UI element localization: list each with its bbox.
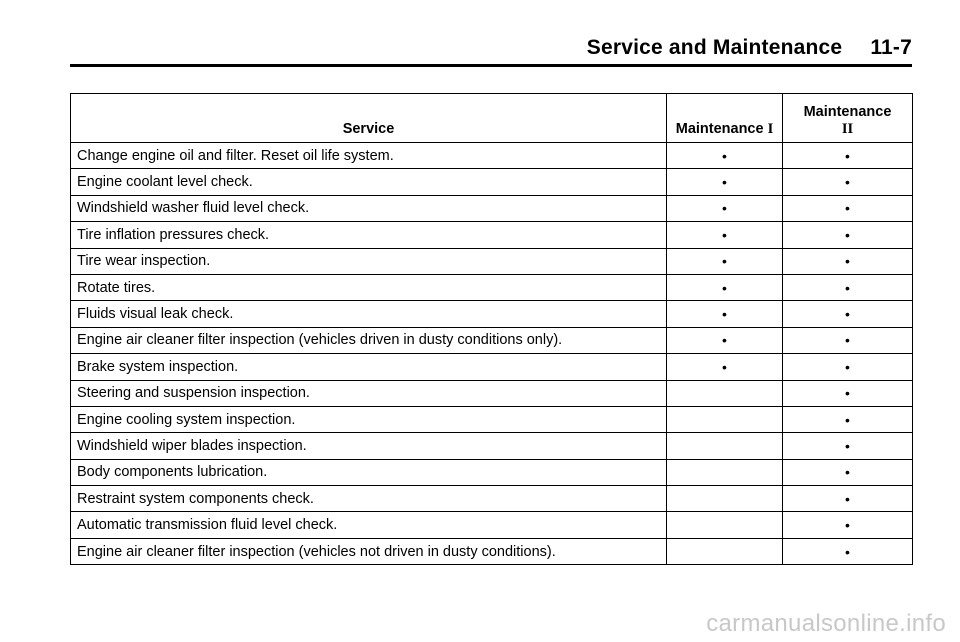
maintenance-2-cell: • (783, 143, 913, 169)
service-cell: Automatic transmission fluid level check. (71, 512, 667, 538)
maintenance-2-cell: • (783, 354, 913, 380)
page-header (0, 36, 912, 60)
maintenance-1-cell: • (667, 327, 783, 353)
table-row (71, 301, 913, 327)
table-row (71, 538, 913, 564)
service-cell: Steering and suspension inspection. (71, 380, 667, 406)
maintenance-2-cell: • (783, 433, 913, 459)
maintenance-1-cell (667, 406, 783, 432)
service-cell: Change engine oil and filter. Reset oil life system. (71, 143, 667, 169)
maintenance-1-cell: • (667, 195, 783, 221)
table-row (71, 486, 913, 512)
service-column-header: Service (71, 94, 667, 143)
maintenance-1-cell: • (667, 169, 783, 195)
table-row (71, 354, 913, 380)
service-cell: Windshield wiper blades inspection. (71, 433, 667, 459)
service-cell: Tire wear inspection. (71, 248, 667, 274)
table-row (71, 222, 913, 248)
maintenance-2-column-header: Maintenance II (783, 94, 913, 143)
maintenance-1-cell (667, 538, 783, 564)
maintenance-2-cell: • (783, 327, 913, 353)
maintenance-2-cell: • (783, 169, 913, 195)
table-row (71, 248, 913, 274)
maintenance-1-cell: • (667, 248, 783, 274)
section-title: Service and Maintenance (586, 36, 843, 59)
table-header-row (71, 94, 913, 143)
maintenance-1-column-header: Maintenance I (667, 94, 783, 143)
maintenance-1-cell: • (667, 143, 783, 169)
service-cell: Tire inflation pressures check. (71, 222, 667, 248)
table-row (71, 327, 913, 353)
maintenance-1-cell (667, 486, 783, 512)
maintenance-2-cell: • (783, 538, 913, 564)
maintenance-1-cell (667, 380, 783, 406)
table-row (71, 459, 913, 485)
maintenance-1-cell (667, 512, 783, 538)
maintenance-2-cell: • (783, 222, 913, 248)
page-number: 11-7 (870, 36, 912, 59)
header-rule (70, 64, 912, 67)
maintenance-2-cell: • (783, 512, 913, 538)
roman-numeral-ii: II (841, 121, 854, 137)
maintenance-table (70, 93, 913, 565)
maintenance-1-cell: • (667, 274, 783, 300)
service-cell: Windshield washer fluid level check. (71, 195, 667, 221)
service-cell: Rotate tires. (71, 274, 667, 300)
maintenance-2-cell: • (783, 406, 913, 432)
service-cell: Body components lubrication. (71, 459, 667, 485)
table-row (71, 143, 913, 169)
maintenance-2-cell: • (783, 195, 913, 221)
maintenance-2-cell: • (783, 486, 913, 512)
maintenance-2-cell: • (783, 274, 913, 300)
maintenance-1-cell (667, 433, 783, 459)
table-row (71, 274, 913, 300)
maintenance-1-cell (667, 459, 783, 485)
maintenance-2-cell: • (783, 301, 913, 327)
table-row (71, 512, 913, 538)
table-row (71, 406, 913, 432)
maintenance-1-cell: • (667, 301, 783, 327)
maintenance-2-cell: • (783, 459, 913, 485)
service-cell: Engine air cleaner filter inspection (vehicles driven in dusty conditions only). (71, 327, 667, 353)
service-cell: Fluids visual leak check. (71, 301, 667, 327)
maintenance-1-cell: • (667, 354, 783, 380)
maintenance-1-cell: • (667, 222, 783, 248)
service-cell: Restraint system components check. (71, 486, 667, 512)
roman-numeral-i: I (767, 121, 774, 137)
table-row (71, 195, 913, 221)
service-cell: Engine cooling system inspection. (71, 406, 667, 432)
table-row (71, 380, 913, 406)
service-cell: Brake system inspection. (71, 354, 667, 380)
maintenance-2-cell: • (783, 248, 913, 274)
watermark: carmanualsonline.info (706, 610, 946, 637)
table-row (71, 169, 913, 195)
maintenance-2-cell: • (783, 380, 913, 406)
table-row (71, 433, 913, 459)
service-cell: Engine air cleaner filter inspection (vehicles not driven in dusty conditions). (71, 538, 667, 564)
service-cell: Engine coolant level check. (71, 169, 667, 195)
